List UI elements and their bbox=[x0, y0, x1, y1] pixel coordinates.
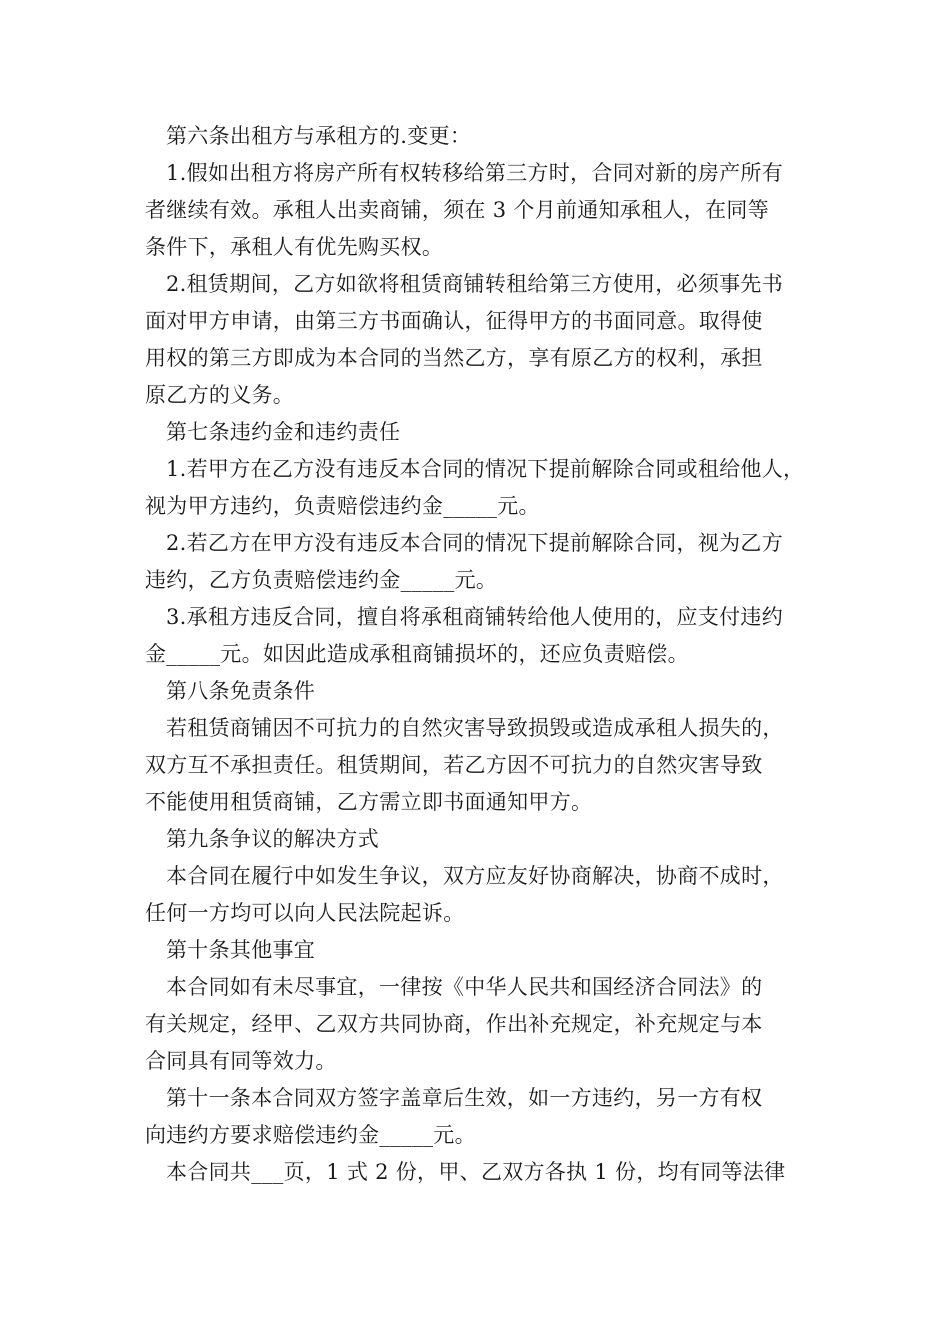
text-line: 1.若甲方在乙方没有违反本合同的情况下提前解除合同或租给他人， bbox=[166, 457, 805, 481]
text-line: 2.租赁期间，乙方如欲将租赁商铺转租给第三方使用，必须事先书 bbox=[166, 272, 784, 296]
text-line: 若租赁商铺因不可抗力的自然灾害导致损毁或造成承租人损失的， bbox=[166, 716, 784, 740]
text-line: 用权的第三方即成为本合同的当然乙方，享有原乙方的权利，承担 bbox=[145, 346, 763, 370]
text-line: 违约，乙方负责赔偿违约金_____元。 bbox=[145, 568, 498, 592]
text-line: 第八条免责条件 bbox=[166, 679, 316, 703]
text-line: 第六条出租方与承租方的.变更： bbox=[166, 124, 472, 148]
text-line: 任何一方均可以向人民法院起诉。 bbox=[145, 901, 465, 925]
document-body bbox=[145, 118, 813, 1191]
text-line: 本合同如有未尽事宜，一律按《中华人民共和国经济合同法》的 bbox=[166, 975, 763, 999]
paragraph bbox=[145, 673, 813, 710]
paragraph bbox=[145, 932, 813, 969]
text-line: 1.假如出租方将房产所有权转移给第三方时，合同对新的房产所有 bbox=[166, 161, 784, 185]
paragraph bbox=[145, 858, 813, 932]
paragraph bbox=[145, 1154, 813, 1191]
paragraph bbox=[145, 969, 813, 1080]
text-line: 第十条其他事宜 bbox=[166, 938, 316, 962]
text-line: 视为甲方违约，负责赔偿违约金_____元。 bbox=[145, 494, 540, 518]
text-line: 第十一条本合同双方签字盖章后生效，如一方违约，另一方有权 bbox=[166, 1086, 763, 1110]
paragraph bbox=[145, 451, 813, 525]
text-line: 有关规定，经甲、乙双方共同协商，作出补充规定，补充规定与本 bbox=[145, 1012, 763, 1036]
text-line: 本合同共___页，1 式 2 份，甲、乙双方各执 1 份，均有同等法律 bbox=[166, 1160, 786, 1184]
text-line: 不能使用租赁商铺，乙方需立即书面通知甲方。 bbox=[145, 790, 593, 814]
text-line: 双方互不承担责任。租赁期间，若乙方因不可抗力的自然灾害导致 bbox=[145, 753, 763, 777]
text-line: 合同具有同等效力。 bbox=[145, 1049, 337, 1073]
paragraph bbox=[145, 821, 813, 858]
text-line: 原乙方的义务。 bbox=[145, 383, 295, 407]
text-line: 面对甲方申请，由第三方书面确认，征得甲方的书面同意。取得使 bbox=[145, 309, 763, 333]
paragraph bbox=[145, 414, 813, 451]
paragraph bbox=[145, 599, 813, 673]
text-line: 条件下，承租人有优先购买权。 bbox=[145, 235, 444, 259]
text-line: 2.若乙方在甲方没有违反本合同的情况下提前解除合同，视为乙方 bbox=[166, 531, 784, 555]
paragraph bbox=[145, 710, 813, 821]
text-line: 本合同在履行中如发生争议，双方应友好协商解决，协商不成时， bbox=[166, 864, 784, 888]
paragraph bbox=[145, 118, 813, 155]
paragraph bbox=[145, 155, 813, 266]
text-line: 者继续有效。承租人出卖商铺，须在 3 个月前通知承租人，在同等 bbox=[145, 198, 770, 222]
paragraph bbox=[145, 525, 813, 599]
text-line: 3.承租方违反合同，擅自将承租商铺转给他人使用的，应支付违约 bbox=[166, 605, 784, 629]
text-line: 向违约方要求赔偿违约金_____元。 bbox=[145, 1123, 476, 1147]
text-line: 第九条争议的解决方式 bbox=[166, 827, 379, 851]
paragraph bbox=[145, 1080, 813, 1154]
text-line: 第七条违约金和违约责任 bbox=[166, 420, 401, 444]
text-line: 金_____元。如因此造成承租商铺损坏的，还应负责赔偿。 bbox=[145, 642, 689, 666]
paragraph bbox=[145, 266, 813, 414]
